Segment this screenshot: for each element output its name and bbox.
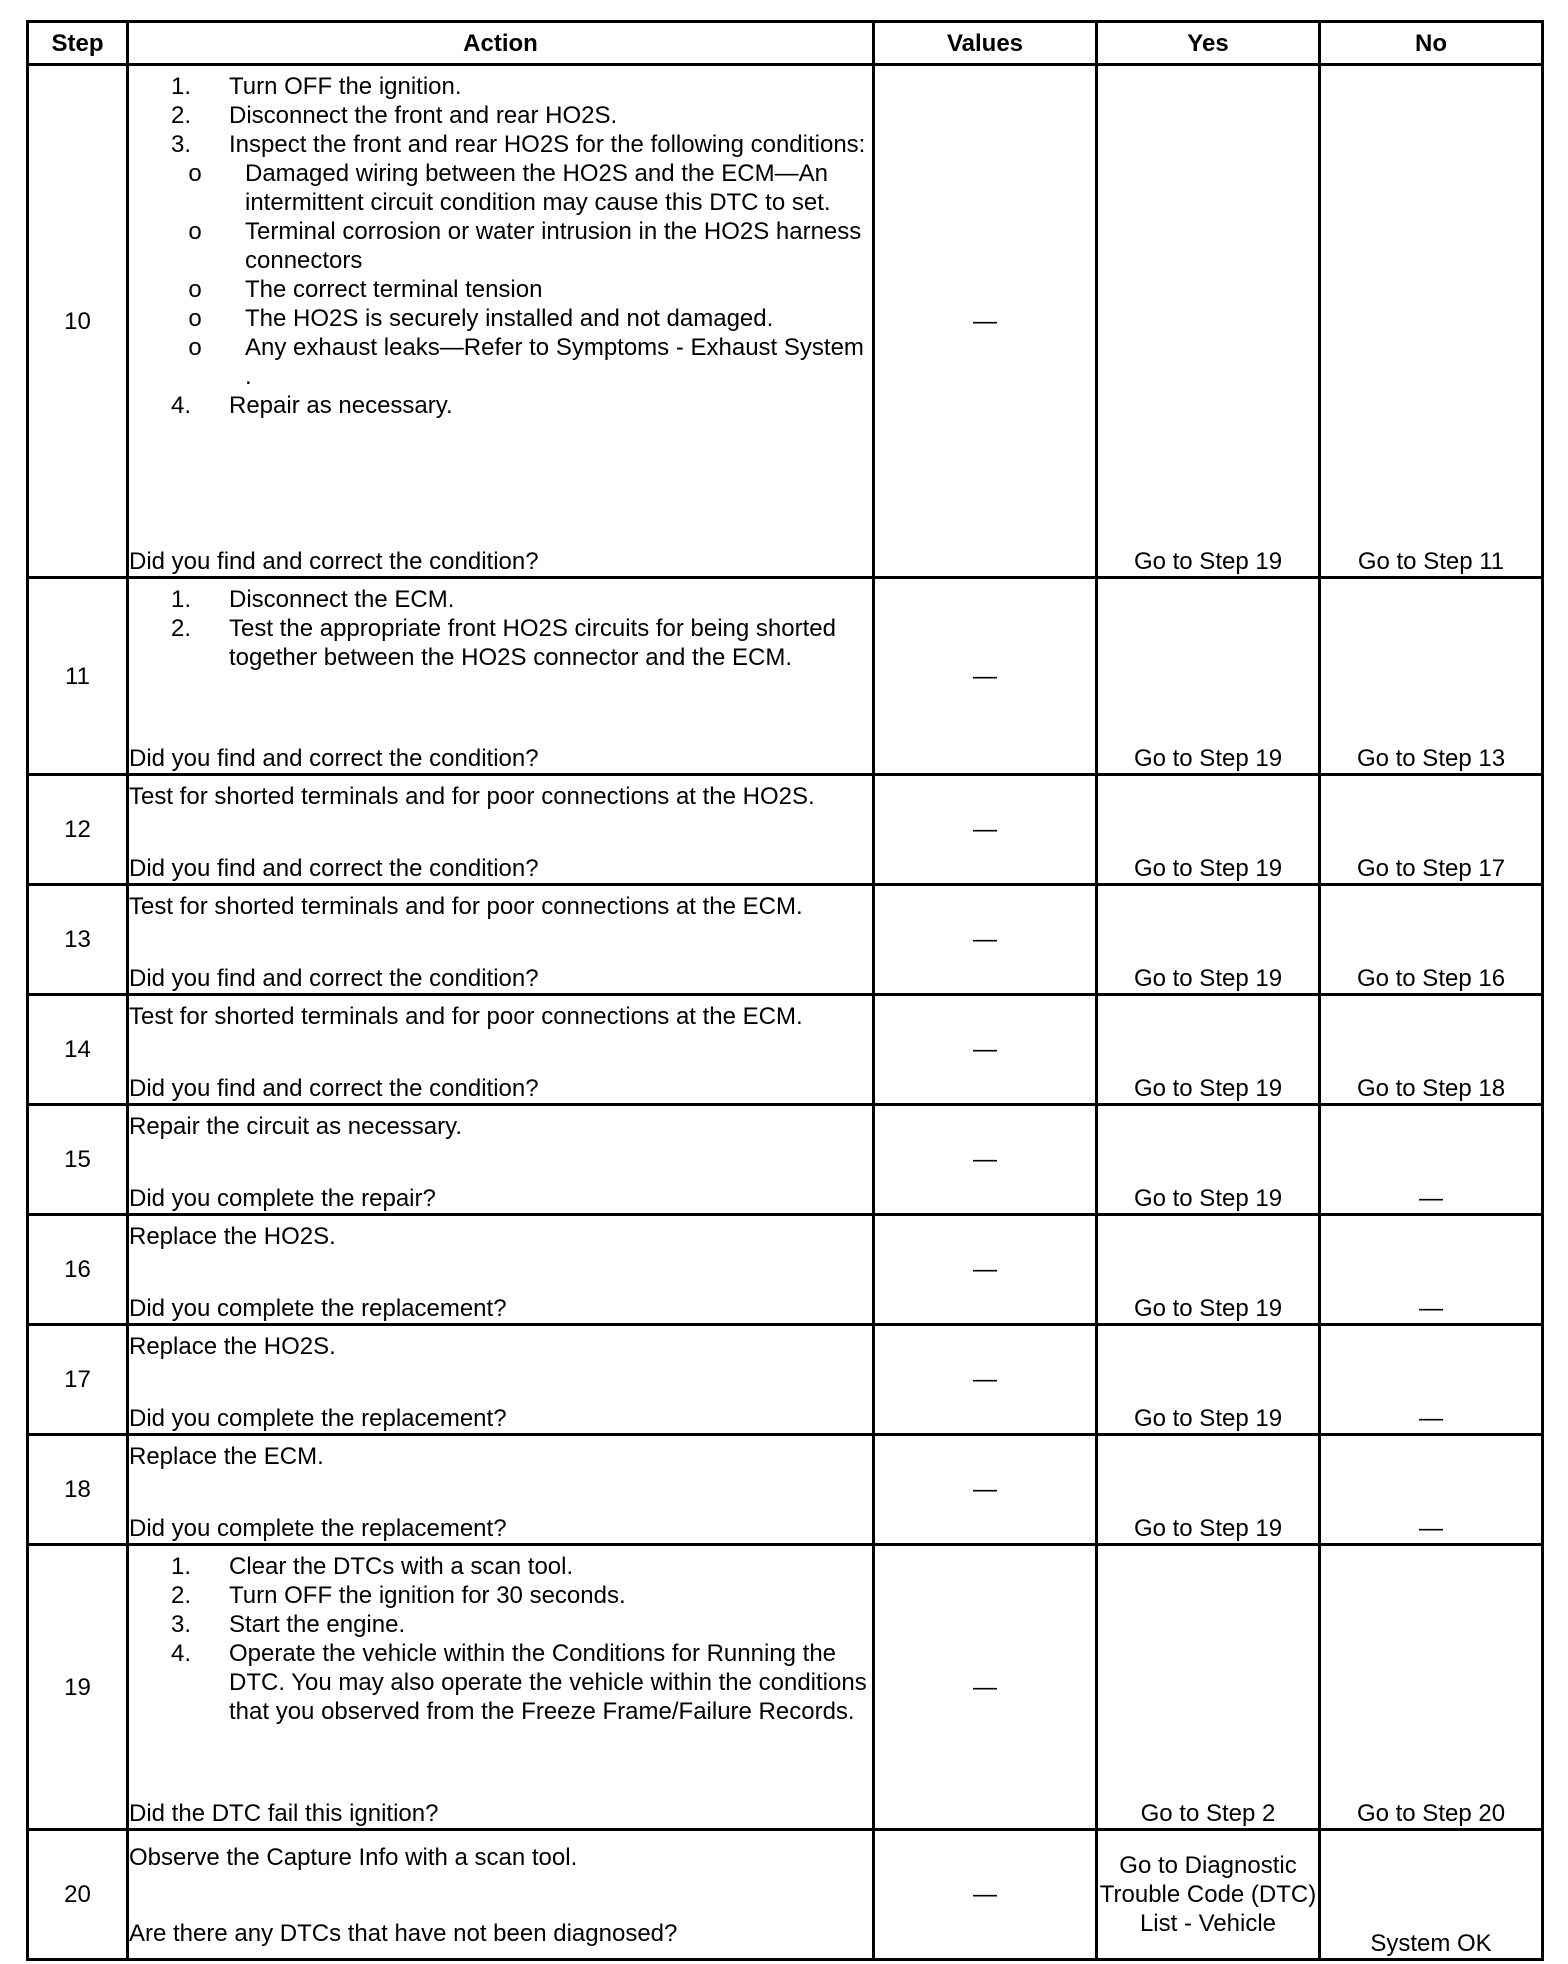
step-number: 13 [28,885,128,995]
step-number: 19 [28,1545,128,1830]
action-cell [128,1105,874,1215]
list-item: o The HO2S is securely installed and not damaged. [145,304,872,333]
no-value: System OK [1320,1830,1543,1960]
no-link[interactable]: Go to Step 17 [1320,775,1543,885]
question-text: Did you find and correct the condition? [129,745,539,772]
list-item: 2. Disconnect the front and rear HO2S. [170,102,618,129]
no-link[interactable]: Go to Step 20 [1320,1545,1543,1830]
action-cell [128,1830,874,1960]
question-text: Did you find and correct the condition? [129,1075,539,1102]
step-number: 14 [28,995,128,1105]
values-cell: — [874,578,1097,775]
no-value: — [1320,1325,1543,1435]
action-steps [129,72,872,420]
no-value: — [1320,1435,1543,1545]
yes-link[interactable]: Go to Step 19 [1097,65,1320,578]
values-cell: — [874,1215,1097,1325]
no-link[interactable]: Go to Step 13 [1320,578,1543,775]
table-row [28,885,1543,995]
yes-link[interactable]: Go to Step 19 [1097,995,1320,1105]
values-cell: — [874,995,1097,1105]
question-text: Did you find and correct the condition? [129,548,539,575]
list-item: 2. Turn OFF the ignition for 30 seconds. [170,1582,626,1609]
yes-link[interactable]: Go to Step 19 [1097,885,1320,995]
no-link[interactable]: Go to Step 11 [1320,65,1543,578]
table-row [28,1105,1543,1215]
list-item: 4. Operate the vehicle within the Conditions for Running the DTC. You may also operate the vehicle within the conditions that you observed from the Freeze Frame/Failure Records. [170,1640,867,1725]
question-text: Did you find and correct the condition? [129,855,539,882]
step-number: 16 [28,1215,128,1325]
values-cell: — [874,1325,1097,1435]
yes-link[interactable]: Go to Step 19 [1097,1325,1320,1435]
step-number: 20 [28,1830,128,1960]
question-text: Are there any DTCs that have not been diagnosed? [129,1920,678,1947]
yes-link[interactable]: Go to Step 19 [1097,1215,1320,1325]
action-text: Observe the Capture Info with a scan tool. [129,1844,578,1871]
no-value: — [1320,1215,1543,1325]
yes-link[interactable]: Go to Step 19 [1097,775,1320,885]
question-text: Did you complete the replacement? [129,1295,507,1322]
question-text: Did you complete the replacement? [129,1515,507,1542]
table-row [28,995,1543,1105]
step-number: 12 [28,775,128,885]
list-item: o Any exhaust leaks—Refer to Symptoms - Exhaust System . [145,333,872,391]
table-row [28,1830,1543,1960]
yes-link[interactable]: Go to Step 19 [1097,1435,1320,1545]
list-item: o Terminal corrosion or water intrusion in the HO2S harness connectors [145,217,872,275]
action-steps [129,1552,872,1726]
values-cell: — [874,1545,1097,1830]
values-cell: — [874,1830,1097,1960]
values-cell: — [874,775,1097,885]
action-cell [128,1545,874,1830]
yes-link[interactable]: Go to Step 19 [1097,578,1320,775]
step-number: 11 [28,578,128,775]
table-row [28,775,1543,885]
list-item: 3. Inspect the front and rear HO2S for the following conditions: o Damaged wiring between the HO2S and the ECM—An intermittent circuit condition may cause this DTC to set. o Terminal corrosion or water intrusion in the HO2S harness connectors o The correct terminal tension o The HO2S is securely installed and not damaged. o Any exhaust leaks—Refer to Symptoms - Exhaust System . [129,130,872,391]
list-item: 3. Start the engine. [170,1611,406,1638]
list-item: 1. Clear the DTCs with a scan tool. [170,1553,574,1580]
action-text: Replace the ECM. [129,1443,324,1470]
table-row [28,65,1543,578]
table-row [28,1435,1543,1545]
action-text: Test for shorted terminals and for poor connections at the ECM. [129,893,803,920]
condition-list [145,159,872,391]
list-item: o Damaged wiring between the HO2S and the ECM—An intermittent circuit condition may cause this DTC to set. [145,159,872,217]
list-item: 1. Disconnect the ECM. [170,586,455,613]
list-item: 1. Turn OFF the ignition. [170,73,462,100]
question-text: Did you complete the replacement? [129,1405,507,1432]
list-item: o The correct terminal tension [145,275,872,304]
list-item: 4. Repair as necessary. [170,392,453,419]
action-cell [128,885,874,995]
action-text: Test for shorted terminals and for poor connections at the HO2S. [129,783,815,810]
action-text: Replace the HO2S. [129,1333,336,1360]
no-value: — [1320,1105,1543,1215]
values-cell: — [874,885,1097,995]
no-link[interactable]: Go to Step 18 [1320,995,1543,1105]
yes-link[interactable]: Go to Step 19 [1097,1105,1320,1215]
action-cell [128,65,874,578]
header-values: Values [874,22,1097,65]
table-row [28,1325,1543,1435]
action-cell [128,1215,874,1325]
values-cell: — [874,1105,1097,1215]
question-text: Did you complete the repair? [129,1185,436,1212]
table-row [28,1545,1543,1830]
question-text: Did the DTC fail this ignition? [129,1800,439,1827]
header-step: Step [28,22,128,65]
table-row [28,578,1543,775]
action-cell [128,995,874,1105]
no-link[interactable]: Go to Step 16 [1320,885,1543,995]
header-action: Action [128,22,874,65]
yes-link[interactable]: Go to Diagnostic Trouble Code (DTC) List - Vehicle [1097,1830,1320,1960]
step-number: 18 [28,1435,128,1545]
action-text: Repair the circuit as necessary. [129,1113,463,1140]
values-cell: — [874,1435,1097,1545]
yes-link[interactable]: Go to Step 2 [1097,1545,1320,1830]
table-row [28,1215,1543,1325]
step-number: 10 [28,65,128,578]
values-cell: — [874,65,1097,578]
question-text: Did you find and correct the condition? [129,965,539,992]
action-text: Replace the HO2S. [129,1223,336,1250]
action-cell [128,1325,874,1435]
step-number: 17 [28,1325,128,1435]
action-steps [129,585,872,672]
header-no: No [1320,22,1543,65]
header-row [28,22,1543,65]
action-cell [128,775,874,885]
action-cell [128,1435,874,1545]
step-number: 15 [28,1105,128,1215]
action-text: Test for shorted terminals and for poor connections at the ECM. [129,1003,803,1030]
diagnostic-table [26,20,1544,1961]
action-cell [128,578,874,775]
list-item: 2. Test the appropriate front HO2S circuits for being shorted together between the HO2S connector and the ECM. [170,615,836,671]
header-yes: Yes [1097,22,1320,65]
